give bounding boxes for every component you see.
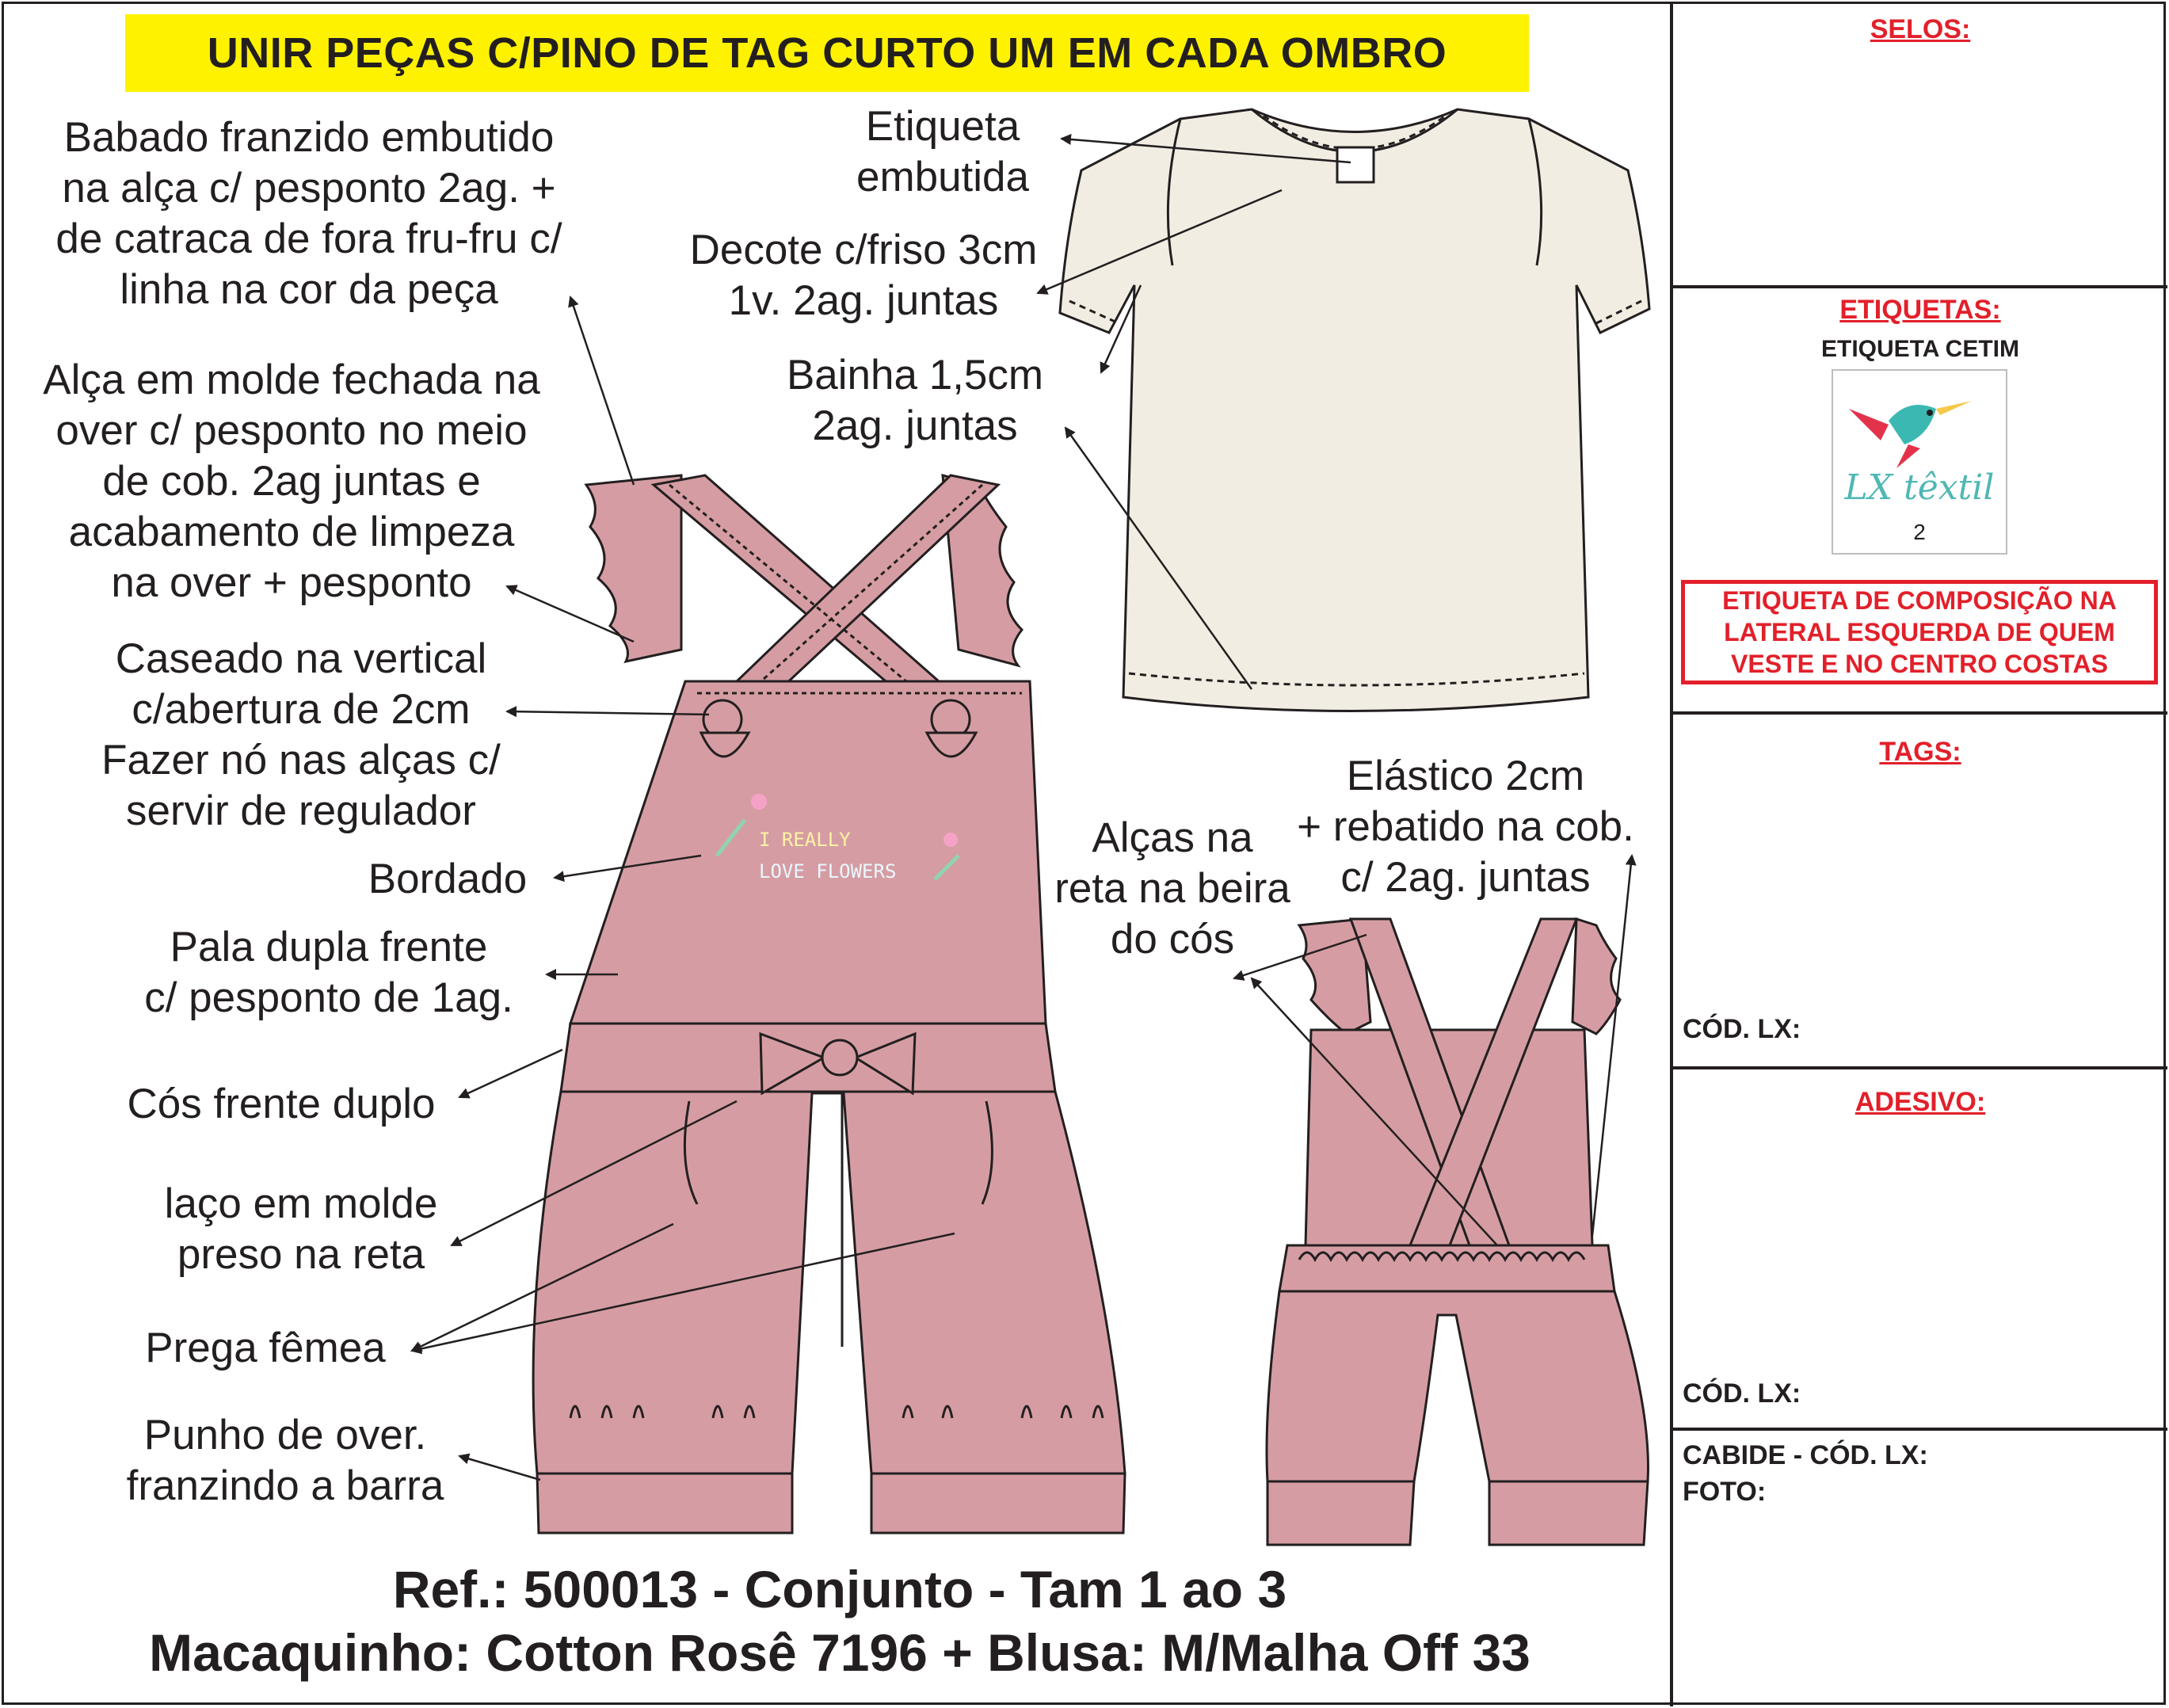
instruction-banner: UNIR PEÇAS C/PINO DE TAG CURTO UM EM CADA OMBRO bbox=[125, 14, 1529, 92]
selos-title: SELOS: bbox=[1870, 14, 1971, 44]
tags-title: TAGS: bbox=[1879, 737, 1961, 767]
sidebar-rule bbox=[1670, 1066, 2167, 1069]
note-laco: laço em molde preso na reta bbox=[164, 1180, 438, 1278]
sidebar-rule bbox=[1670, 711, 2167, 715]
note-cos-frente: Cós frente duplo bbox=[127, 1081, 436, 1127]
logo-text: LX têxtil bbox=[1844, 467, 1995, 508]
sidebar-rule bbox=[1670, 1428, 2167, 1431]
note-decote: Decote c/friso 3cm 1v. 2ag. juntas bbox=[689, 227, 1038, 324]
adesivo-code: CÓD. LX: bbox=[1683, 1378, 1801, 1409]
tshirt-drawing bbox=[1060, 109, 1649, 711]
etiqueta-type: ETIQUETA CETIM bbox=[1821, 336, 2019, 362]
embroidery-line-1: I REALLY bbox=[759, 829, 851, 851]
note-alcas-reta: Alças na reta na beira do cós bbox=[1054, 814, 1290, 963]
cabide-code: CABIDE - CÓD. LX: bbox=[1683, 1440, 1928, 1470]
note-caseado: Caseado na vertical c/abertura de 2cm Fazer nó nas alças c/ servir de regulador bbox=[101, 635, 501, 834]
note-bainha: Bainha 1,5cm 2ag. juntas bbox=[786, 352, 1044, 449]
logo-number: 2 bbox=[1913, 520, 1926, 544]
composition-notice: ETIQUETA DE COMPOSIÇÃO NA LATERAL ESQUERDA DE QUEM VESTE E NO CENTRO COSTAS bbox=[1681, 580, 2158, 684]
note-bordado: Bordado bbox=[368, 856, 528, 902]
sidebar-rule bbox=[1670, 285, 2167, 288]
reference-line-2: Macaquinho: Cotton Rosê 7196 + Blusa: M/Malha Off 33 bbox=[149, 1623, 1530, 1682]
reference-line-1: Ref.: 500013 - Conjunto - Tam 1 ao 3 bbox=[392, 1560, 1287, 1618]
foto-label: FOTO: bbox=[1683, 1477, 1767, 1507]
note-prega: Prega fêmea bbox=[145, 1325, 386, 1371]
note-elastico: Elástico 2cm + rebatido na cob. c/ 2ag. juntas bbox=[1297, 753, 1634, 901]
overall-front-drawing bbox=[533, 475, 1125, 1533]
note-babado: Babado franzido embutido na alça c/ pesponto 2ag. + de catraca de fora fru-fru c/ linha na cor da peça bbox=[55, 114, 562, 313]
etiquetas-title: ETIQUETAS: bbox=[1839, 295, 2001, 325]
adesivo-title: ADESIVO: bbox=[1855, 1087, 1986, 1117]
overall-back-drawing bbox=[1267, 919, 1648, 1545]
tags-code: CÓD. LX: bbox=[1683, 1014, 1801, 1044]
note-pala: Pala dupla frente c/ pesponto de 1ag. bbox=[144, 924, 513, 1021]
note-alca-molde: Alça em molde fechada na over c/ pesponto no meio de cob. 2ag juntas e acabamento de limpeza na over + pesponto bbox=[43, 356, 540, 606]
sidebar-divider bbox=[1670, 2, 1673, 1706]
note-etiqueta: Etiqueta embutida bbox=[856, 103, 1030, 200]
embroidery-line-2: LOVE FLOWERS bbox=[759, 860, 897, 883]
hummingbird-logo-icon bbox=[1833, 377, 2006, 472]
note-punho: Punho de over. franzindo a barra bbox=[126, 1412, 444, 1509]
label-sample bbox=[1832, 369, 2007, 555]
